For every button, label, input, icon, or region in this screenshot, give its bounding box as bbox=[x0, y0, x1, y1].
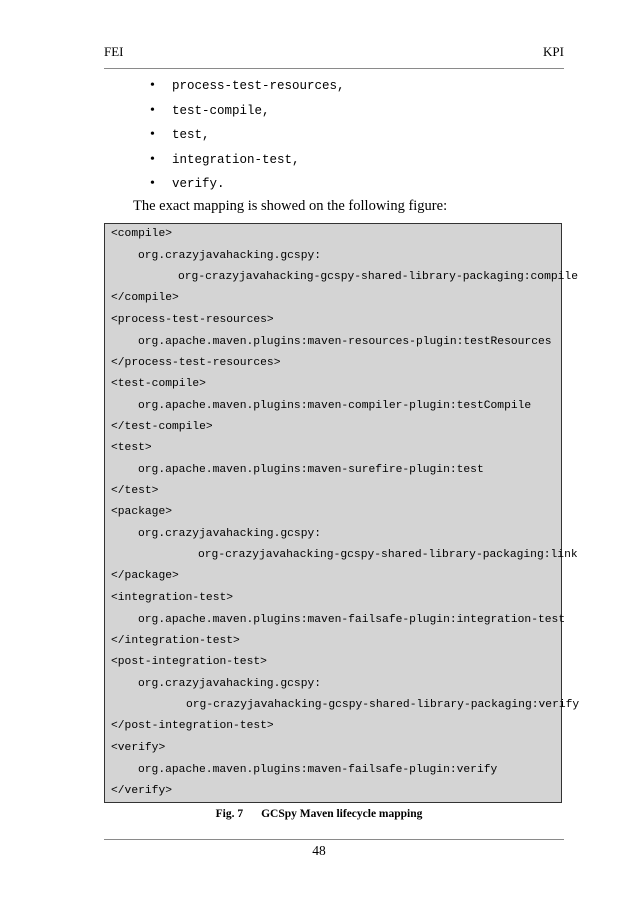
list-item bbox=[150, 123, 345, 148]
code-line: </compile> bbox=[111, 292, 179, 304]
header-divider bbox=[104, 68, 564, 69]
code-line: </package> bbox=[111, 570, 179, 582]
lifecycle-phase-list bbox=[150, 74, 345, 197]
code-line: <test-compile> bbox=[111, 378, 206, 390]
list-item-text: verify. bbox=[172, 177, 225, 191]
figure-caption bbox=[0, 808, 638, 820]
list-item-text: integration-test, bbox=[172, 152, 300, 167]
code-line: org.crazyjavahacking.gcspy: bbox=[138, 250, 322, 262]
header-right-text: KPI bbox=[543, 44, 564, 59]
footer-divider bbox=[104, 839, 564, 840]
list-item-text: process-test-resources, bbox=[172, 79, 345, 93]
header-left-text: FEI bbox=[104, 44, 124, 59]
code-line: <integration-test> bbox=[111, 592, 234, 604]
bullet-icon: • bbox=[150, 176, 155, 191]
code-line: </integration-test> bbox=[111, 635, 240, 647]
code-line: org.apache.maven.plugins:maven-surefire-plugin:test bbox=[138, 464, 484, 476]
code-line: <compile> bbox=[111, 228, 173, 240]
list-item bbox=[150, 74, 345, 99]
page-number: 48 bbox=[312, 843, 326, 858]
code-line: </verify> bbox=[111, 785, 173, 797]
bullet-icon: • bbox=[150, 151, 155, 167]
figure-caption-text: GCSpy Maven lifecycle mapping bbox=[261, 808, 423, 820]
figure-label: Fig. 7 bbox=[215, 808, 244, 820]
code-line: org.apache.maven.plugins:maven-failsafe-plugin:verify bbox=[138, 764, 498, 776]
code-line: <process-test-resources> bbox=[111, 314, 274, 326]
code-line: org.apache.maven.plugins:maven-failsafe-plugin:integration-test bbox=[138, 614, 566, 626]
code-line: org-crazyjavahacking-gcspy-shared-library-packaging:verify bbox=[186, 699, 580, 711]
code-line: <post-integration-test> bbox=[111, 656, 267, 668]
list-item bbox=[150, 99, 345, 124]
code-line: <test> bbox=[111, 442, 152, 454]
code-listing bbox=[104, 223, 580, 803]
code-line: </test> bbox=[111, 485, 159, 497]
list-item bbox=[150, 148, 345, 173]
intro-paragraph: The exact mapping is showed on the following figure: bbox=[133, 198, 448, 214]
code-line: <package> bbox=[111, 506, 173, 518]
code-line: </test-compile> bbox=[111, 421, 213, 433]
code-line: </process-test-resources> bbox=[111, 357, 281, 369]
code-line: org.apache.maven.plugins:maven-resources-plugin:testResources bbox=[138, 336, 552, 348]
bullet-icon: • bbox=[150, 127, 155, 142]
code-line: </post-integration-test> bbox=[111, 720, 274, 732]
bullet-icon: • bbox=[150, 102, 155, 118]
code-line: <verify> bbox=[111, 742, 166, 754]
code-line: org-crazyjavahacking-gcspy-shared-library-packaging:link bbox=[198, 549, 578, 561]
list-item-text: test, bbox=[172, 128, 210, 142]
code-line: org.crazyjavahacking.gcspy: bbox=[138, 528, 322, 540]
list-item-text: test-compile, bbox=[172, 103, 270, 118]
page-header bbox=[104, 44, 564, 62]
code-line: org-crazyjavahacking-gcspy-shared-library-packaging:compile bbox=[178, 271, 578, 283]
code-line: org.apache.maven.plugins:maven-compiler-plugin:testCompile bbox=[138, 400, 532, 412]
code-line: org.crazyjavahacking.gcspy: bbox=[138, 678, 322, 690]
bullet-icon: • bbox=[150, 78, 155, 93]
list-item bbox=[150, 172, 345, 197]
